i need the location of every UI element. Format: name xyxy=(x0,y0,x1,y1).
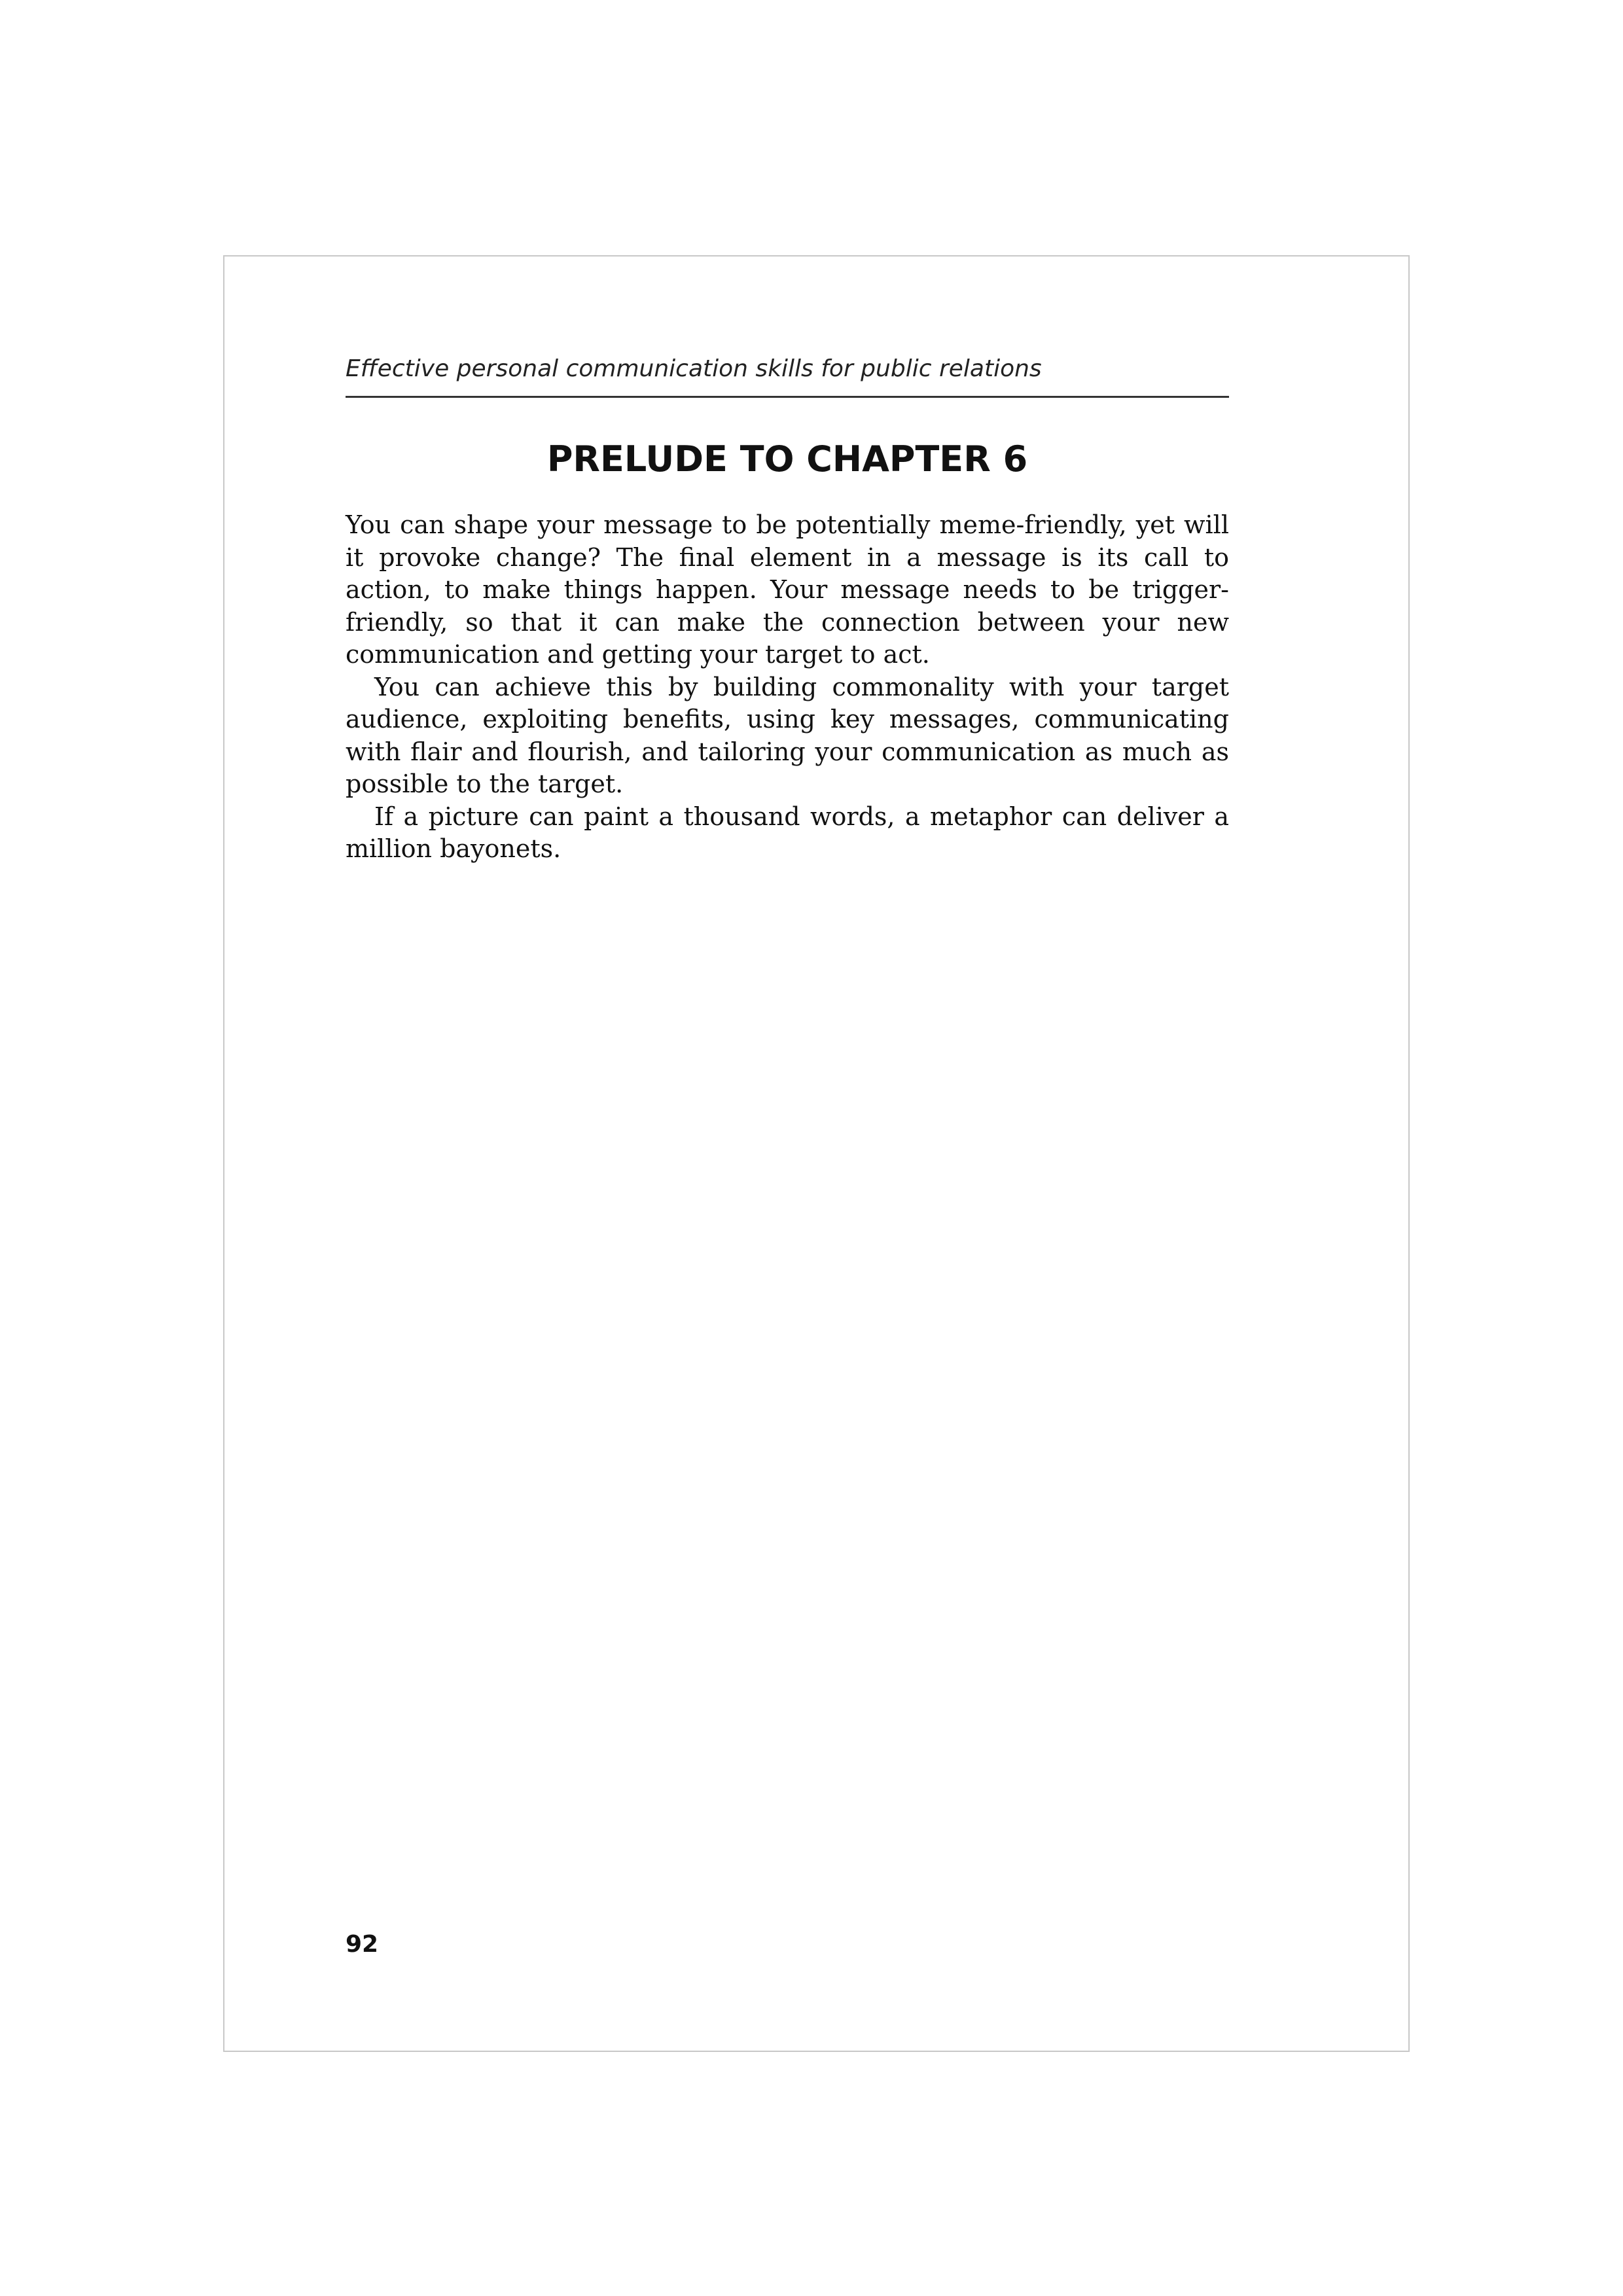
paragraph-3: If a picture can paint a thousand words, a metaphor can deliver a million bayonets. xyxy=(346,802,1229,863)
page-number: 92 xyxy=(346,1931,379,1958)
chapter-title: PRELUDE TO CHAPTER 6 xyxy=(546,438,1028,480)
paragraph-1: You can shape your message to be potentially meme-friendly, yet will it provoke change? The final element in a message is its call to action, to make things happen. Your message needs to be trigger-friendly, so that it can make the connection between your new communication and getting your target to act. xyxy=(346,510,1229,669)
paragraph-2: You can achieve this by building commonality with your target audience, exploiting benefits, using key messages, communicating with flair and flourish, and tailoring your communication as much as possible to the target. xyxy=(346,672,1229,798)
running-header xyxy=(346,351,1229,398)
running-header-text: Effective personal communication skills for public relations xyxy=(346,355,1042,382)
body-text xyxy=(346,509,1229,866)
